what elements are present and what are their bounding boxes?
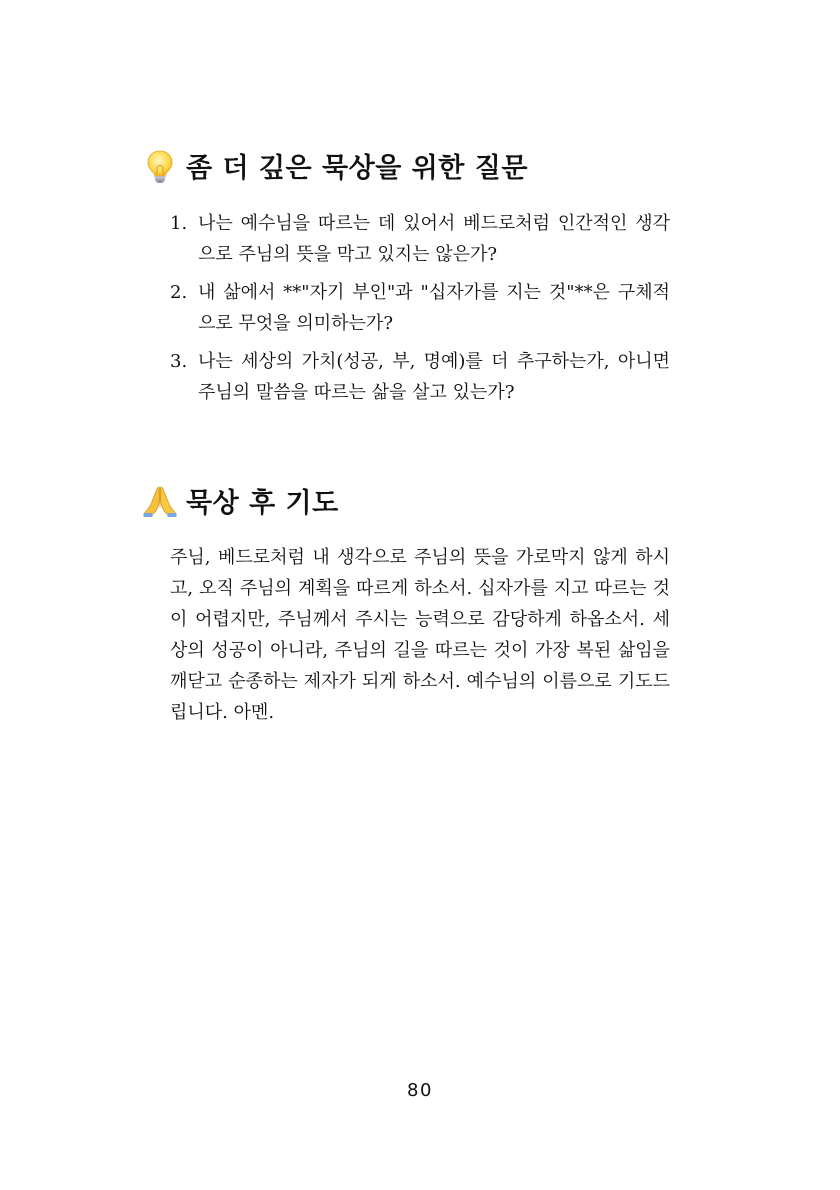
question-list xyxy=(170,208,670,415)
list-item-text: 나는 세상의 가치(성공, 부, 명예)를 더 추구하는가, 아니면 주님의 말씀을 따르는 삶을 살고 있는가? xyxy=(198,351,670,403)
section-title: 묵상 후 기도 xyxy=(186,488,339,519)
list-item xyxy=(170,346,670,408)
list-item-text: 내 삶에서 **"자기 부인"과 "십자가를 지는 것"**은 구체적으로 무엇을 의미하는가? xyxy=(198,282,670,334)
list-item-number: 2. xyxy=(170,282,188,303)
praying-hands-icon xyxy=(142,483,178,519)
section-heading-questions xyxy=(142,146,528,185)
section-title: 좀 더 깊은 묵상을 위한 질문 xyxy=(186,153,528,184)
list-item xyxy=(170,208,670,270)
page-number: 80 xyxy=(407,1080,433,1101)
prayer-paragraph: 주님, 베드로처럼 내 생각으로 주님의 뜻을 가로막지 않게 하시고, 오직 주님의 계획을 따르게 하소서. 십자가를 지고 따르는 것이 어렵지만, 주님께서 주시는 능력으로 감당하게 하옵소서. 세상의 성공이 아니라, 주님의 길을 따르는 것이 가장 복된 삶임을 깨닫고 순종하는 제자가 되게 하소서. 예수님의 이름으로 기도드립니다. 아멘. xyxy=(170,547,670,723)
list-item-number: 3. xyxy=(170,351,188,372)
list-item-text: 나는 예수님을 따르는 데 있어서 베드로처럼 인간적인 생각으로 주님의 뜻을 막고 있지는 않은가? xyxy=(198,213,670,265)
list-item xyxy=(170,277,670,339)
section-heading-prayer xyxy=(142,481,339,520)
lightbulb-icon xyxy=(142,148,178,184)
list-item-number: 1. xyxy=(170,213,188,234)
